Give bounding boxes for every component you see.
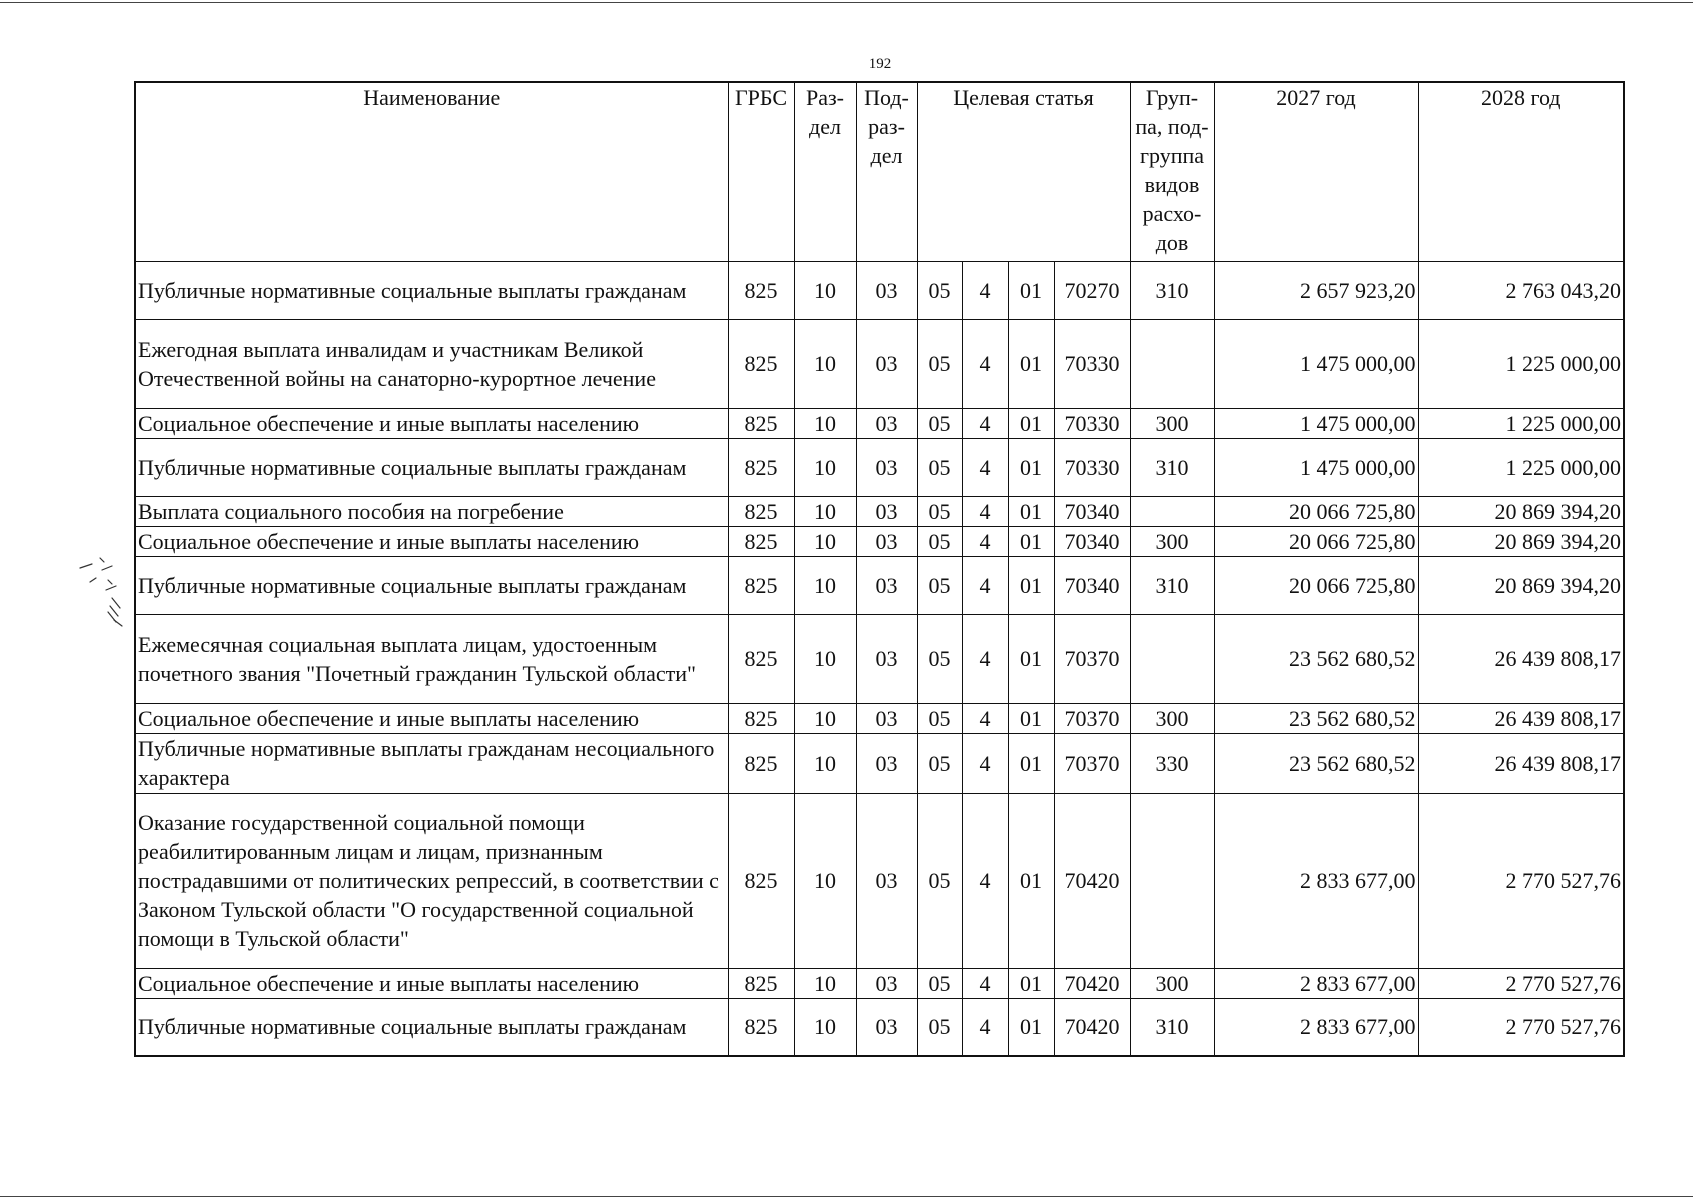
cell-grbs: 825 (728, 408, 794, 438)
table-row (135, 793, 1624, 968)
cell-razdel: 10 (794, 793, 856, 968)
cell-2028: 26 439 808,17 (1418, 733, 1624, 793)
cell-target-type: 4 (962, 556, 1008, 614)
cell-target-program: 05 (917, 556, 962, 614)
cell-razdel: 10 (794, 733, 856, 793)
cell-grbs: 825 (728, 703, 794, 733)
cell-target-type: 4 (962, 438, 1008, 496)
cell-target-direction: 70270 (1054, 261, 1130, 319)
cell-name: Социальное обеспечение и иные выплаты населению (135, 968, 728, 998)
cell-group (1130, 793, 1214, 968)
cell-target-type: 4 (962, 614, 1008, 703)
cell-podrazdel: 03 (856, 998, 917, 1056)
cell-2028: 2 763 043,20 (1418, 261, 1624, 319)
cell-name: Ежемесячная социальная выплата лицам, удостоенным почетного звания "Почетный гражданин Тульской области" (135, 614, 728, 703)
cell-target-program: 05 (917, 438, 962, 496)
cell-target-complex: 01 (1008, 968, 1054, 998)
cell-group (1130, 319, 1214, 408)
table-row (135, 733, 1624, 793)
cell-target-program: 05 (917, 319, 962, 408)
cell-2027: 20 066 725,80 (1214, 526, 1418, 556)
cell-2028: 2 770 527,76 (1418, 998, 1624, 1056)
header-name: Наименование (135, 82, 728, 261)
cell-razdel: 10 (794, 998, 856, 1056)
header-podrazdel: Под-раз-дел (856, 82, 917, 261)
cell-name: Социальное обеспечение и иные выплаты населению (135, 408, 728, 438)
cell-grbs: 825 (728, 968, 794, 998)
cell-group: 300 (1130, 408, 1214, 438)
cell-group (1130, 496, 1214, 526)
cell-target-direction: 70370 (1054, 614, 1130, 703)
cell-target-complex: 01 (1008, 793, 1054, 968)
cell-2027: 2 657 923,20 (1214, 261, 1418, 319)
cell-target-direction: 70340 (1054, 556, 1130, 614)
cell-2028: 20 869 394,20 (1418, 526, 1624, 556)
margin-pencil-marks (62, 550, 132, 660)
cell-name: Публичные нормативные социальные выплаты гражданам (135, 261, 728, 319)
cell-2027: 23 562 680,52 (1214, 703, 1418, 733)
cell-2028: 2 770 527,76 (1418, 968, 1624, 998)
cell-target-direction: 70420 (1054, 998, 1130, 1056)
cell-target-direction: 70330 (1054, 408, 1130, 438)
cell-2027: 1 475 000,00 (1214, 408, 1418, 438)
table-row (135, 261, 1624, 319)
cell-target-direction: 70330 (1054, 319, 1130, 408)
cell-target-direction: 70420 (1054, 968, 1130, 998)
cell-group: 300 (1130, 703, 1214, 733)
cell-target-program: 05 (917, 496, 962, 526)
header-2027: 2027 год (1214, 82, 1418, 261)
cell-2028: 1 225 000,00 (1418, 438, 1624, 496)
cell-2028: 20 869 394,20 (1418, 496, 1624, 526)
cell-name: Публичные нормативные социальные выплаты гражданам (135, 438, 728, 496)
table-row (135, 408, 1624, 438)
header-target: Целевая статья (917, 82, 1130, 261)
cell-podrazdel: 03 (856, 793, 917, 968)
cell-target-program: 05 (917, 261, 962, 319)
cell-target-complex: 01 (1008, 408, 1054, 438)
table-row (135, 614, 1624, 703)
cell-target-type: 4 (962, 319, 1008, 408)
cell-2028: 26 439 808,17 (1418, 614, 1624, 703)
cell-target-type: 4 (962, 733, 1008, 793)
cell-target-program: 05 (917, 614, 962, 703)
cell-target-complex: 01 (1008, 556, 1054, 614)
header-group: Груп-па, под-группа видов расхо-дов (1130, 82, 1214, 261)
cell-target-program: 05 (917, 703, 962, 733)
cell-group (1130, 614, 1214, 703)
cell-razdel: 10 (794, 319, 856, 408)
cell-podrazdel: 03 (856, 261, 917, 319)
cell-group: 300 (1130, 968, 1214, 998)
cell-grbs: 825 (728, 261, 794, 319)
cell-target-type: 4 (962, 261, 1008, 319)
cell-2028: 20 869 394,20 (1418, 556, 1624, 614)
cell-name: Социальное обеспечение и иные выплаты населению (135, 526, 728, 556)
cell-podrazdel: 03 (856, 319, 917, 408)
cell-target-complex: 01 (1008, 438, 1054, 496)
cell-target-type: 4 (962, 998, 1008, 1056)
cell-target-complex: 01 (1008, 703, 1054, 733)
cell-2027: 2 833 677,00 (1214, 968, 1418, 998)
cell-target-direction: 70330 (1054, 438, 1130, 496)
cell-podrazdel: 03 (856, 438, 917, 496)
cell-razdel: 10 (794, 408, 856, 438)
cell-target-direction: 70340 (1054, 496, 1130, 526)
table-row (135, 703, 1624, 733)
cell-grbs: 825 (728, 526, 794, 556)
header-grbs: ГРБС (728, 82, 794, 261)
cell-target-complex: 01 (1008, 733, 1054, 793)
cell-podrazdel: 03 (856, 496, 917, 526)
cell-2027: 2 833 677,00 (1214, 998, 1418, 1056)
cell-target-program: 05 (917, 998, 962, 1056)
budget-table (134, 81, 1625, 1057)
cell-grbs: 825 (728, 998, 794, 1056)
cell-name: Ежегодная выплата инвалидам и участникам Великой Отечественной войны на санаторно-курортное лечение (135, 319, 728, 408)
cell-target-program: 05 (917, 793, 962, 968)
page-number: 192 (868, 56, 892, 72)
cell-group: 300 (1130, 526, 1214, 556)
cell-group: 330 (1130, 733, 1214, 793)
cell-target-program: 05 (917, 733, 962, 793)
cell-group: 310 (1130, 438, 1214, 496)
cell-grbs: 825 (728, 496, 794, 526)
cell-target-direction: 70340 (1054, 526, 1130, 556)
cell-group: 310 (1130, 998, 1214, 1056)
cell-target-type: 4 (962, 793, 1008, 968)
table-row (135, 968, 1624, 998)
cell-2028: 1 225 000,00 (1418, 408, 1624, 438)
cell-podrazdel: 03 (856, 968, 917, 998)
cell-razdel: 10 (794, 438, 856, 496)
cell-2027: 23 562 680,52 (1214, 733, 1418, 793)
cell-grbs: 825 (728, 556, 794, 614)
cell-target-direction: 70370 (1054, 733, 1130, 793)
cell-group: 310 (1130, 261, 1214, 319)
cell-2028: 26 439 808,17 (1418, 703, 1624, 733)
table-row (135, 998, 1624, 1056)
cell-podrazdel: 03 (856, 614, 917, 703)
scan-bottom-border (0, 1196, 1693, 1197)
cell-grbs: 825 (728, 614, 794, 703)
cell-name: Публичные нормативные социальные выплаты гражданам (135, 998, 728, 1056)
header-razdel: Раз-дел (794, 82, 856, 261)
cell-2027: 1 475 000,00 (1214, 438, 1418, 496)
cell-2027: 1 475 000,00 (1214, 319, 1418, 408)
cell-name: Социальное обеспечение и иные выплаты населению (135, 703, 728, 733)
cell-podrazdel: 03 (856, 556, 917, 614)
cell-2028: 2 770 527,76 (1418, 793, 1624, 968)
cell-razdel: 10 (794, 968, 856, 998)
cell-razdel: 10 (794, 703, 856, 733)
cell-2027: 2 833 677,00 (1214, 793, 1418, 968)
cell-razdel: 10 (794, 556, 856, 614)
cell-target-complex: 01 (1008, 319, 1054, 408)
cell-target-complex: 01 (1008, 496, 1054, 526)
cell-target-complex: 01 (1008, 998, 1054, 1056)
cell-2028: 1 225 000,00 (1418, 319, 1624, 408)
cell-razdel: 10 (794, 526, 856, 556)
cell-target-direction: 70420 (1054, 793, 1130, 968)
cell-razdel: 10 (794, 261, 856, 319)
cell-target-program: 05 (917, 526, 962, 556)
cell-target-type: 4 (962, 496, 1008, 526)
table-row (135, 319, 1624, 408)
table-row (135, 496, 1624, 526)
cell-target-complex: 01 (1008, 526, 1054, 556)
cell-name: Выплата социального пособия на погребение (135, 496, 728, 526)
cell-2027: 20 066 725,80 (1214, 496, 1418, 526)
cell-razdel: 10 (794, 614, 856, 703)
table-row (135, 556, 1624, 614)
cell-name: Публичные нормативные выплаты гражданам несоциального характера (135, 733, 728, 793)
cell-podrazdel: 03 (856, 408, 917, 438)
cell-grbs: 825 (728, 733, 794, 793)
cell-target-type: 4 (962, 408, 1008, 438)
header-row (135, 82, 1624, 261)
cell-target-complex: 01 (1008, 261, 1054, 319)
cell-target-program: 05 (917, 968, 962, 998)
cell-name: Оказание государственной социальной помощи реабилитированным лицам и лицам, признанным пострадавшими от политических репрессий, в соответствии с Законом Тульской области "О государственной социальной помощи в Тульской области" (135, 793, 728, 968)
cell-grbs: 825 (728, 438, 794, 496)
scan-top-border (0, 2, 1693, 3)
cell-2027: 20 066 725,80 (1214, 556, 1418, 614)
cell-target-type: 4 (962, 968, 1008, 998)
cell-group: 310 (1130, 556, 1214, 614)
cell-razdel: 10 (794, 496, 856, 526)
cell-grbs: 825 (728, 793, 794, 968)
cell-podrazdel: 03 (856, 733, 917, 793)
cell-name: Публичные нормативные социальные выплаты гражданам (135, 556, 728, 614)
cell-target-complex: 01 (1008, 614, 1054, 703)
cell-grbs: 825 (728, 319, 794, 408)
cell-podrazdel: 03 (856, 703, 917, 733)
table-row (135, 526, 1624, 556)
cell-target-direction: 70370 (1054, 703, 1130, 733)
table-row (135, 438, 1624, 496)
cell-target-program: 05 (917, 408, 962, 438)
cell-target-type: 4 (962, 526, 1008, 556)
header-2028: 2028 год (1418, 82, 1624, 261)
cell-podrazdel: 03 (856, 526, 917, 556)
cell-target-type: 4 (962, 703, 1008, 733)
cell-2027: 23 562 680,52 (1214, 614, 1418, 703)
